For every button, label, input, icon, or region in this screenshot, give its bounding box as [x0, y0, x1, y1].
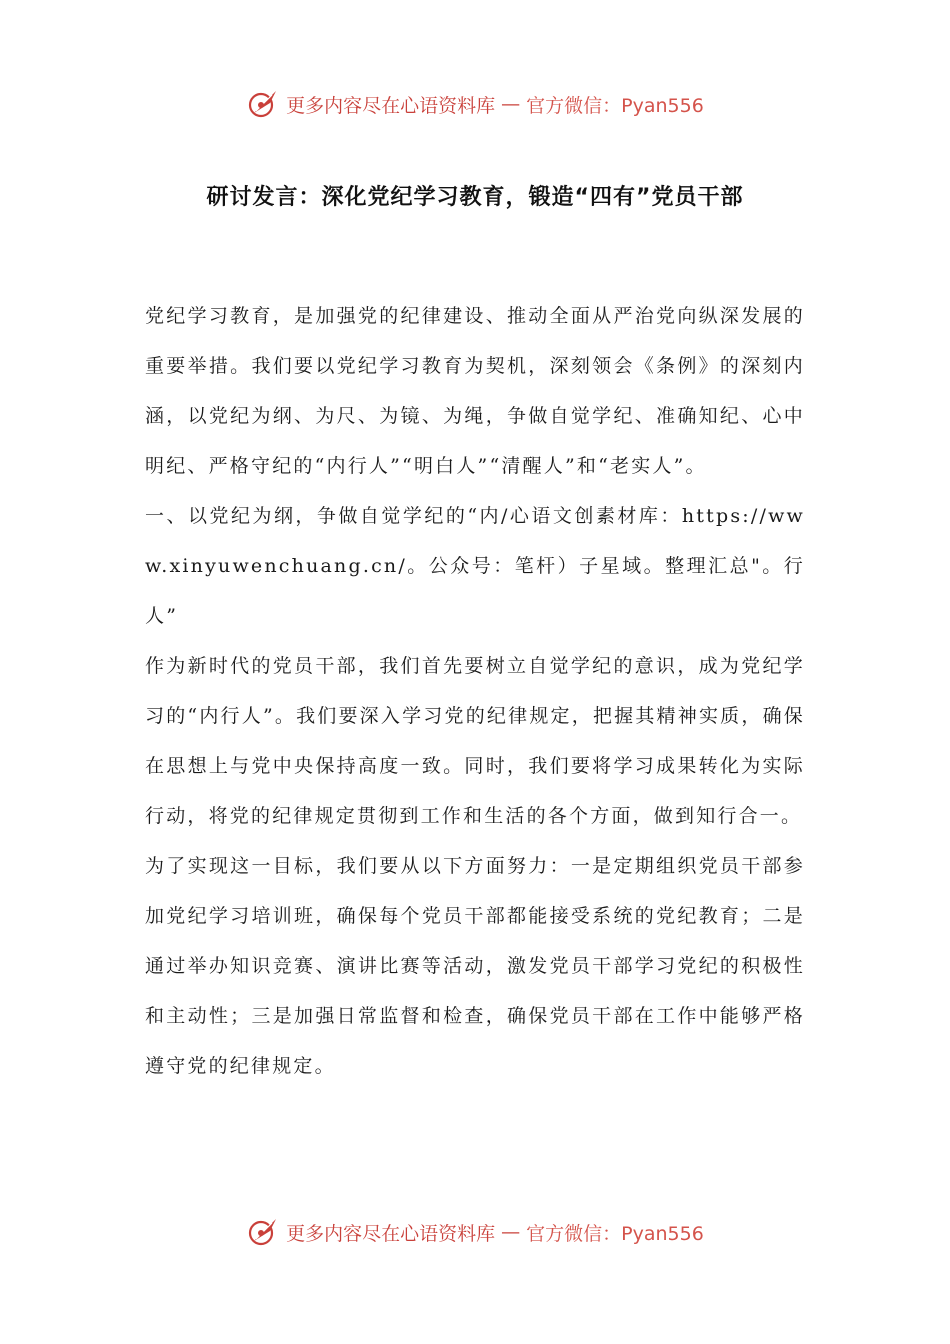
brand-text: 更多内容尽在心语资料库	[286, 94, 496, 117]
banner-separator: —	[501, 93, 521, 115]
quill-pen-logo-icon	[246, 1215, 280, 1249]
paragraph-intro: 党纪学习教育，是加强党的纪律建设、推动全面从严治党向纵深发展的重要举措。我们要以党纪学习教育为契机，深刻领会《条例》的深刻内涵，以党纪为纲、为尺、为镜、为绳，争做自觉学纪、准确知纪、心中明纪、严格守纪的“内行人”“明白人”“清醒人”和“老实人”。	[145, 305, 805, 477]
section-heading-one: 一、以党纪为纲，争做自觉学纪的“内/心语文创素材库：https://www.xinyuwenchuang.cn/。公众号：笔杆）子星域。整理汇总"。行人”	[145, 505, 805, 627]
footer-banner	[0, 1212, 950, 1252]
wechat-text: 官方微信：Pyan556	[526, 1222, 704, 1245]
document-title: 研讨发言：深化党纪学习教育，锻造“四有”党员干部	[206, 185, 744, 210]
brand-text: 更多内容尽在心语资料库	[286, 1222, 496, 1245]
header-banner	[0, 84, 950, 124]
wechat-text: 官方微信：Pyan556	[526, 94, 704, 117]
document-body	[145, 291, 805, 1091]
paragraph-body: 作为新时代的党员干部，我们首先要树立自觉学纪的意识，成为党纪学习的“内行人”。我们要深入学习党的纪律规定，把握其精神实质，确保在思想上与党中央保持高度一致。同时，我们要将学习成果转化为实际行动，将党的纪律规定贯彻到工作和生活的各个方面，做到知行合一。	[145, 655, 805, 827]
paragraph-measures: 为了实现这一目标，我们要从以下方面努力：一是定期组织党员干部参加党纪学习培训班，确保每个党员干部都能接受系统的党纪教育；二是通过举办知识竞赛、演讲比赛等活动，激发党员干部学习党纪的积极性和主动性；三是加强日常监督和检查，确保党员干部在工作中能够严格遵守党的纪律规定。	[145, 855, 805, 1077]
quill-pen-logo-icon	[246, 87, 280, 121]
banner-separator: —	[501, 1221, 521, 1243]
